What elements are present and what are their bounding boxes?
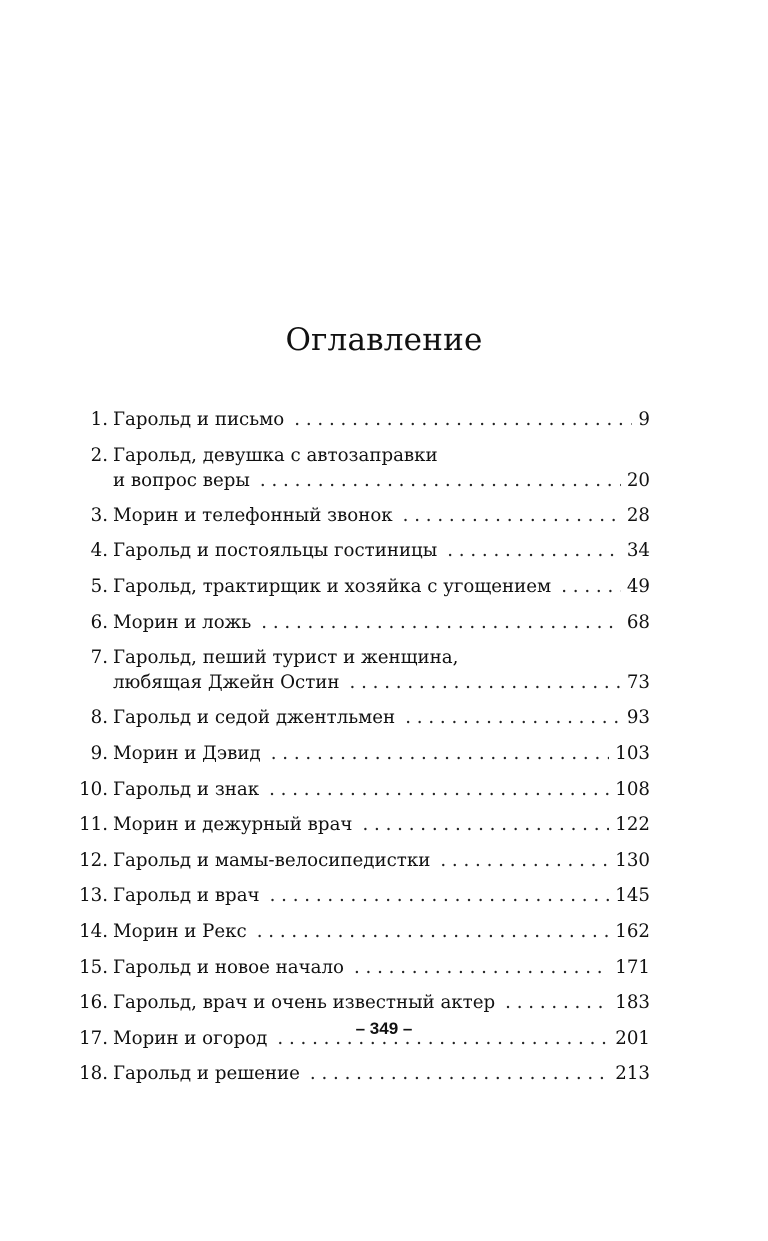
chapter-title: Гарольд, девушка с автозаправки [113,444,438,466]
chapter-title: Гарольд, пеший турист и женщина, [113,647,459,669]
dot-leader [440,848,609,873]
dot-leader [294,407,632,432]
chapter-page-number: 73 [626,672,650,694]
chapter-number: 4. [90,540,108,562]
chapter-number: 14. [79,920,108,942]
toc-entry-line [76,955,650,980]
toc-entry [76,407,650,432]
toc-entry-line [76,883,650,908]
chapter-title: Гарольд и врач [113,885,260,907]
toc-entry [76,538,650,563]
chapter-number: 16. [79,992,108,1014]
toc-entry [76,848,650,873]
toc-entry-line [76,670,650,695]
chapter-title: и вопрос веры [113,469,250,491]
chapter-page-number: 93 [626,707,650,729]
dot-leader [354,955,609,980]
toc-entry-line [76,610,650,635]
chapter-page-number: 34 [626,540,650,562]
chapter-title: Гарольд и седой джентльмен [113,707,396,729]
chapter-page-number: 145 [615,885,650,907]
chapter-page-number: 68 [626,611,650,633]
toc-entry-line [76,538,650,563]
chapter-title: Морин и дежурный врач [113,814,353,836]
chapter-page-number: 130 [615,849,650,871]
chapter-number: 15. [79,956,108,978]
chapter-page-number: 171 [615,956,650,978]
chapter-number: 3. [90,504,108,526]
chapter-page-number: 49 [626,575,650,597]
page-number: – 349 – [355,1019,413,1038]
chapter-number: 10. [79,778,108,800]
dot-leader [269,777,609,802]
chapter-title: Морин и Дэвид [113,742,261,764]
toc-entry [76,645,650,695]
chapter-page-number: 28 [626,504,650,526]
chapter-number: 6. [90,611,108,633]
toc-entry [76,919,650,944]
chapter-number: 8. [90,707,108,729]
toc-entry [76,610,650,635]
chapter-number: 13. [79,885,108,907]
dot-leader [405,705,621,730]
dot-leader [261,610,621,635]
toc-entry [76,955,650,980]
chapter-title: Морин и телефонный звонок [113,504,393,526]
chapter-page-number: 20 [626,469,650,491]
chapter-number: 9. [90,742,108,764]
toc-entry-line [76,777,650,802]
chapter-title: Морин и огород [113,1027,268,1049]
toc-entry-line [76,407,650,432]
dot-leader [310,1061,609,1086]
dot-leader [403,503,621,528]
dot-leader [260,468,621,493]
chapter-number: 7. [90,647,108,669]
toc-entry-line [76,705,650,730]
toc-entry-line [76,741,650,766]
toc-entry-line [76,812,650,837]
chapter-title: Гарольд и постояльцы гостиницы [113,540,438,562]
chapter-number: 18. [79,1063,108,1085]
dot-leader [505,990,609,1015]
chapter-page-number: 122 [615,814,650,836]
toc-entry [76,705,650,730]
table-of-contents [76,407,650,1097]
chapter-title: любящая Джейн Остин [113,672,340,694]
toc-entry [76,812,650,837]
chapter-title: Гарольд и новое начало [113,956,344,978]
chapter-title: Гарольд, трактирщик и хозяйка с угощением [113,575,552,597]
chapter-title: Гарольд и мамы-велосипедистки [113,849,431,871]
toc-entry-line [76,645,650,670]
dot-leader [350,670,621,695]
chapter-number: 11. [79,814,108,836]
chapter-number: 2. [90,444,108,466]
chapter-number: 17. [79,1027,108,1049]
dot-leader [257,919,610,944]
dot-leader [362,812,609,837]
chapter-number: 1. [90,409,108,430]
toc-entry [76,990,650,1015]
chapter-title: Морин и ложь [113,611,252,633]
chapter-title: Гарольд и решение [113,1063,300,1085]
page-title: Оглавление [285,322,483,358]
dot-leader [270,883,610,908]
toc-entry [76,883,650,908]
toc-entry-line [76,468,650,493]
chapter-title: Гарольд и знак [113,778,260,800]
chapter-title: Гарольд, врач и очень известный актер [113,992,496,1014]
chapter-page-number: 183 [615,992,650,1014]
toc-entry-line [76,503,650,528]
toc-entry [76,1061,650,1086]
toc-entry-line [76,848,650,873]
chapter-page-number: 9 [638,409,650,430]
toc-entry-line [76,919,650,944]
dot-leader [271,741,610,766]
toc-entry-line [76,990,650,1015]
chapter-title: Гарольд и письмо [113,409,285,430]
chapter-page-number: 201 [615,1027,650,1049]
chapter-page-number: 162 [615,920,650,942]
chapter-page-number: 108 [615,778,650,800]
chapter-page-number: 213 [615,1063,650,1085]
chapter-number: 5. [90,575,108,597]
dot-leader [561,574,621,599]
toc-entry-line [76,574,650,599]
toc-entry [76,574,650,599]
toc-entry-line [76,443,650,468]
toc-entry [76,443,650,493]
chapter-page-number: 103 [615,742,650,764]
dot-leader [447,538,621,563]
chapter-number: 12. [79,849,108,871]
toc-entry [76,741,650,766]
toc-entry [76,503,650,528]
toc-entry-line [76,1061,650,1086]
chapter-title: Морин и Рекс [113,920,247,942]
toc-entry [76,777,650,802]
